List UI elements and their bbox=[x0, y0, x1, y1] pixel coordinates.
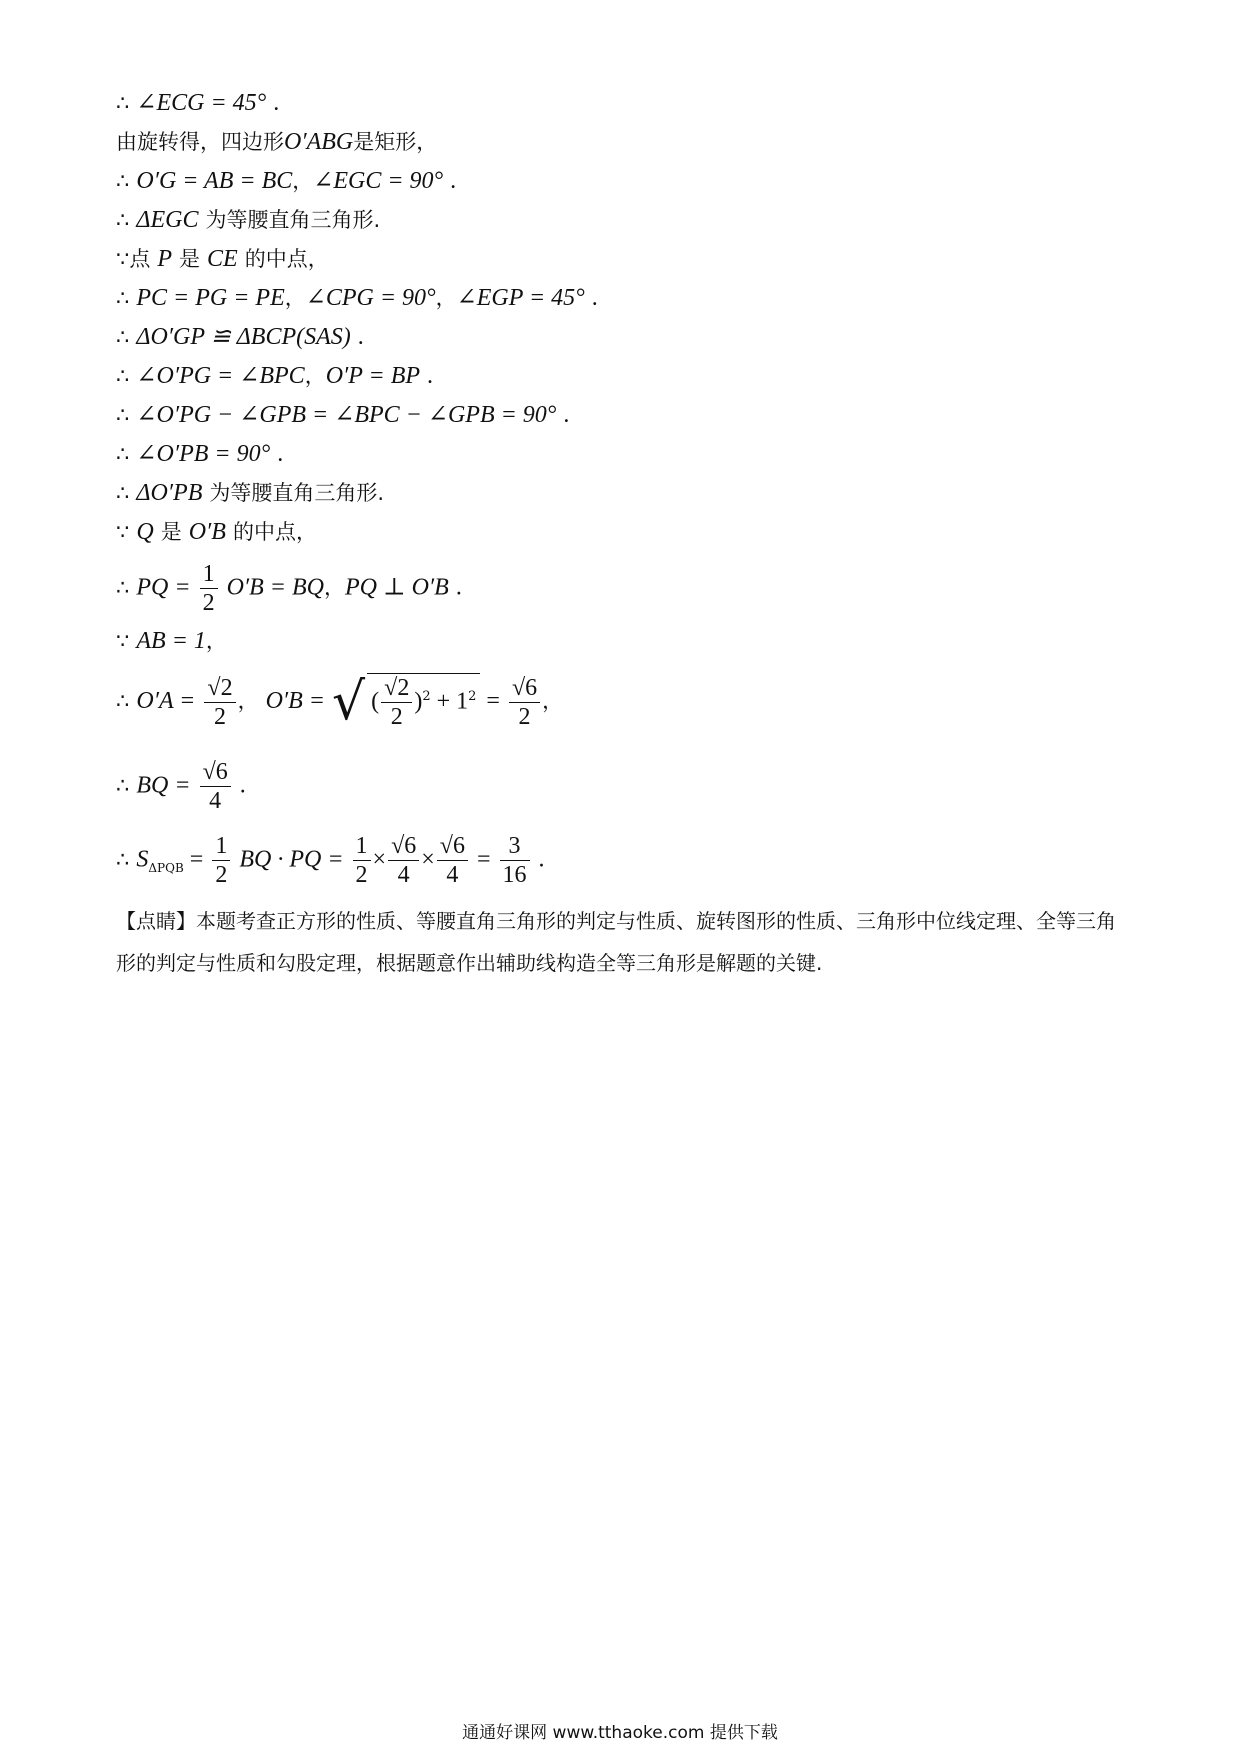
equals-sign: = bbox=[183, 846, 204, 873]
punctuation: ， bbox=[205, 629, 227, 653]
proof-line-12 bbox=[116, 517, 317, 548]
fraction-denominator: 4 bbox=[397, 862, 410, 888]
punctuation: ， bbox=[292, 169, 314, 193]
therefore-symbol: ∴ bbox=[116, 773, 130, 798]
therefore-symbol: ∴ bbox=[116, 403, 130, 427]
math-expression: O′B bbox=[188, 519, 226, 545]
math-expression: AB = 1 bbox=[136, 628, 206, 654]
punctuation: ， bbox=[284, 286, 306, 310]
math-expression: Q bbox=[136, 519, 154, 545]
proof-line-15 bbox=[116, 672, 563, 732]
math-expression: ∠O′PB = 90° bbox=[136, 441, 271, 467]
punctuation: ， bbox=[237, 689, 259, 713]
therefore-symbol: ∴ bbox=[116, 208, 130, 232]
text: 是 bbox=[179, 247, 201, 271]
fraction bbox=[509, 674, 540, 731]
fraction-denominator: 4 bbox=[209, 788, 222, 814]
math-expression: ΔEGC bbox=[136, 207, 199, 233]
fraction-denominator: 4 bbox=[446, 862, 459, 888]
proof-line-8 bbox=[116, 361, 433, 392]
math-expression: O′B = BQ bbox=[226, 574, 324, 601]
exponent: 2 bbox=[468, 689, 477, 705]
radicand bbox=[367, 673, 480, 731]
proof-line-5 bbox=[116, 244, 329, 275]
therefore-symbol: ∴ bbox=[116, 169, 130, 193]
radical-sign-icon: √ bbox=[332, 672, 366, 732]
fraction-numerator: √6 bbox=[388, 832, 419, 861]
math-expression: ∠EGC = 90° bbox=[313, 168, 444, 194]
math-expression: ∠CPG = 90° bbox=[305, 285, 436, 311]
proof-line-10 bbox=[116, 439, 283, 470]
punctuation: . bbox=[357, 324, 364, 350]
math-expression: P bbox=[157, 246, 173, 272]
fraction bbox=[200, 758, 231, 815]
punctuation: . bbox=[277, 441, 284, 467]
fraction-numerator: √2 bbox=[204, 674, 235, 703]
math-expression: ∠ECG = 45° bbox=[136, 90, 267, 116]
therefore-symbol: ∴ bbox=[116, 91, 130, 115]
punctuation: . bbox=[427, 363, 434, 389]
fraction-numerator: √2 bbox=[381, 674, 412, 703]
math-expression: O′G = AB = BC bbox=[136, 168, 293, 194]
times-sign: × bbox=[421, 846, 435, 873]
therefore-symbol: ∴ bbox=[116, 325, 130, 349]
math-expression: ∠O′PG = ∠BPC bbox=[136, 363, 305, 389]
math-expression: ΔO′PB bbox=[136, 480, 203, 506]
fraction-numerator: 3 bbox=[500, 832, 530, 861]
times-sign: × bbox=[372, 846, 387, 873]
fraction-denominator: 16 bbox=[502, 862, 527, 888]
because-symbol: ∵ bbox=[116, 629, 130, 653]
paren-open: ( bbox=[371, 688, 380, 715]
because-symbol: ∵ bbox=[116, 520, 130, 544]
punctuation: . bbox=[450, 168, 457, 194]
fraction-denominator: 2 bbox=[215, 862, 228, 888]
math-expression: O′B = bbox=[265, 688, 325, 714]
fraction bbox=[500, 832, 530, 889]
fraction-numerator: √6 bbox=[509, 674, 540, 703]
text: 是矩形， bbox=[353, 130, 438, 154]
exponent: 2 bbox=[422, 689, 431, 705]
math-expression: S bbox=[136, 846, 149, 873]
punctuation: . bbox=[563, 402, 570, 428]
text: 的中点， bbox=[244, 247, 329, 271]
therefore-symbol: ∴ bbox=[116, 442, 130, 466]
proof-line-7 bbox=[116, 322, 364, 353]
note-text: 本题考查正方形的性质、等腰直角三角形的判定与性质、旋转图形的性质、三角形中位线定理、全等三角形的判定与性质和勾股定理，根据题意作出辅助线构造全等三角形是解题的关键. bbox=[116, 909, 1116, 975]
text: 的中点， bbox=[232, 520, 317, 544]
math-expression: O′ABG bbox=[284, 129, 354, 155]
fraction-numerator: 1 bbox=[212, 832, 230, 861]
text: 为等腰直角三角形. bbox=[205, 208, 381, 232]
math-expression: O′P = BP bbox=[325, 363, 421, 389]
proof-line-17 bbox=[116, 832, 545, 889]
fraction-numerator: 1 bbox=[353, 832, 371, 861]
punctuation: . bbox=[239, 772, 246, 799]
punctuation: ， bbox=[304, 364, 326, 388]
text: 为等腰直角三角形. bbox=[209, 481, 385, 505]
proof-line-11 bbox=[116, 478, 384, 509]
math-expression: BQ · PQ = bbox=[239, 846, 344, 873]
therefore-symbol: ∴ bbox=[116, 364, 130, 388]
proof-line-1 bbox=[116, 88, 279, 119]
fraction-denominator: 2 bbox=[390, 704, 403, 730]
fraction bbox=[437, 832, 468, 889]
fraction-denominator: 2 bbox=[355, 862, 368, 888]
fraction bbox=[212, 832, 230, 889]
therefore-symbol: ∴ bbox=[116, 847, 130, 872]
text: 是 bbox=[160, 520, 182, 544]
math-expression: BQ = bbox=[136, 772, 191, 799]
subscript: ΔPQB bbox=[148, 860, 184, 875]
proof-line-13 bbox=[116, 560, 462, 617]
fraction bbox=[204, 674, 235, 731]
equals-sign: = bbox=[480, 688, 500, 714]
punctuation: . bbox=[538, 846, 545, 873]
punctuation: ， bbox=[435, 286, 457, 310]
proof-line-9 bbox=[116, 400, 569, 431]
text: 由旋转得，四边形 bbox=[116, 130, 284, 154]
punctuation: ， bbox=[324, 575, 345, 600]
proof-line-14 bbox=[116, 626, 227, 657]
proof-line-2 bbox=[116, 127, 437, 157]
fraction-denominator: 2 bbox=[518, 703, 531, 730]
therefore-symbol: ∴ bbox=[116, 689, 130, 713]
math-expression: PQ = bbox=[136, 574, 191, 601]
proof-line-3 bbox=[116, 166, 456, 197]
punctuation: . bbox=[591, 285, 598, 311]
text: 点 bbox=[129, 247, 151, 271]
fraction-numerator: √6 bbox=[200, 758, 231, 787]
fraction bbox=[200, 560, 218, 617]
note-label: 【点睛】 bbox=[116, 909, 196, 933]
therefore-symbol: ∴ bbox=[116, 481, 130, 505]
math-expression: ∠EGP = 45° bbox=[456, 285, 585, 311]
math-expression: + 1 bbox=[430, 688, 469, 715]
fraction-numerator: √6 bbox=[437, 832, 468, 861]
math-expression: ∠O′PG − ∠GPB = ∠BPC − ∠GPB = 90° bbox=[136, 402, 557, 428]
punctuation: ， bbox=[542, 689, 564, 713]
therefore-symbol: ∴ bbox=[116, 575, 130, 600]
paren-close: ) bbox=[414, 688, 423, 715]
equals-sign: = bbox=[476, 846, 491, 873]
because-symbol: ∵ bbox=[116, 247, 130, 271]
fraction bbox=[381, 674, 412, 731]
fraction-denominator: 2 bbox=[202, 590, 215, 616]
punctuation: . bbox=[273, 90, 280, 116]
punctuation: . bbox=[455, 574, 462, 601]
math-expression: PQ ⊥ O′B bbox=[345, 574, 449, 601]
math-expression: ΔO′GP ≌ ΔBCP(SAS) bbox=[136, 324, 351, 350]
fraction bbox=[388, 832, 419, 889]
math-expression: PC = PG = PE bbox=[136, 285, 285, 311]
fraction-numerator: 1 bbox=[200, 560, 218, 589]
fraction-denominator: 2 bbox=[213, 703, 226, 730]
proof-line-16 bbox=[116, 758, 246, 815]
math-expression: O′A = bbox=[136, 688, 196, 714]
key-point-note bbox=[116, 900, 1126, 984]
proof-line-6 bbox=[116, 283, 598, 314]
fraction bbox=[353, 832, 371, 889]
therefore-symbol: ∴ bbox=[116, 286, 130, 310]
proof-line-4 bbox=[116, 205, 380, 236]
page-footer: 通通好课网 www.tthaoke.com 提供下载 bbox=[462, 1723, 778, 1743]
math-expression: CE bbox=[207, 246, 238, 272]
